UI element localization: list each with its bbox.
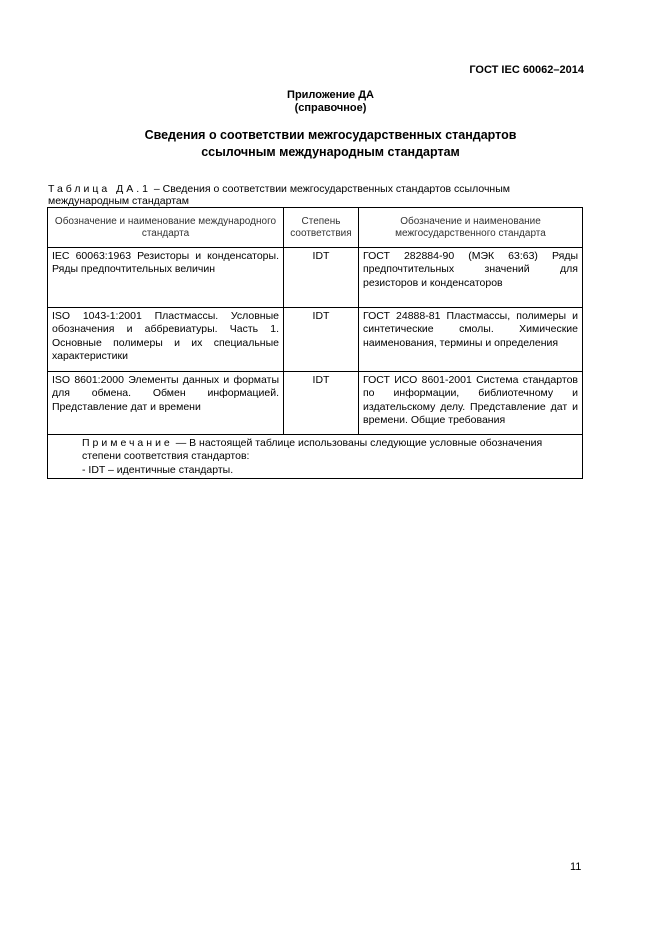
- cell-degree: IDT: [284, 372, 359, 435]
- page-title: [0, 127, 661, 161]
- note-label: Примечание: [82, 437, 173, 449]
- table-caption-text: – Сведения о соответствии межгосударственных стандартов ссылочным международным стандартам: [48, 183, 510, 207]
- page-title-line-2: ссылочным международным стандартам: [201, 145, 460, 159]
- cell-interstate: ГОСТ 282884-90 (МЭК 63:63) Ряды предпочтительных значений для резисторов и конденсаторов: [359, 248, 583, 308]
- cell-international: IEC 60063:1963 Резисторы и конденсаторы. Ряды предпочтительных величин: [48, 248, 284, 308]
- page-number: 11: [570, 861, 582, 873]
- table-row: [48, 308, 583, 372]
- document-id: ГОСТ IEC 60062–2014: [469, 64, 584, 76]
- table-note-row: [48, 435, 583, 479]
- table-caption: [48, 183, 578, 207]
- column-header-degree: Степень соответствия: [284, 208, 359, 248]
- table-row: [48, 372, 583, 435]
- table-caption-label: Таблица ДА.1: [48, 183, 151, 195]
- cell-degree: IDT: [284, 248, 359, 308]
- column-header-interstate: Обозначение и наименование межгосударственного стандарта: [359, 208, 583, 248]
- annex-subtitle: (справочное): [294, 102, 367, 114]
- correspondence-table: [47, 207, 583, 479]
- annex-title: Приложение ДА: [287, 89, 374, 101]
- note-text: — В настоящей таблице использованы следующие условные обозначения степени соответствия стандартов:: [82, 437, 543, 463]
- cell-international: ISO 8601:2000 Элементы данных и форматы для обмена. Обмен информацией. Представление дат и времени: [48, 372, 284, 435]
- note-item: - IDT – идентичные стандарты.: [82, 463, 234, 476]
- annex-heading: [0, 89, 661, 115]
- page-title-line-1: Сведения о соответствии межгосударственных стандартов: [144, 128, 517, 142]
- cell-interstate: ГОСТ 24888-81 Пластмассы, полимеры и синтетические смолы. Химические наименования, термины и определения: [359, 308, 583, 372]
- table-note: [48, 435, 583, 479]
- cell-degree: IDT: [284, 308, 359, 372]
- cell-interstate: ГОСТ ИСО 8601-2001 Система стандартов по информации, библиотечному и издательскому делу. Представление дат и времени. Общие требования: [359, 372, 583, 435]
- cell-international: ISO 1043-1:2001 Пластмассы. Условные обозначения и аббревиатуры. Часть 1. Основные полимеры и их специальные характеристики: [48, 308, 284, 372]
- column-header-international: Обозначение и наименование международного стандарта: [48, 208, 284, 248]
- table-header-row: [48, 208, 583, 248]
- table-row: [48, 248, 583, 308]
